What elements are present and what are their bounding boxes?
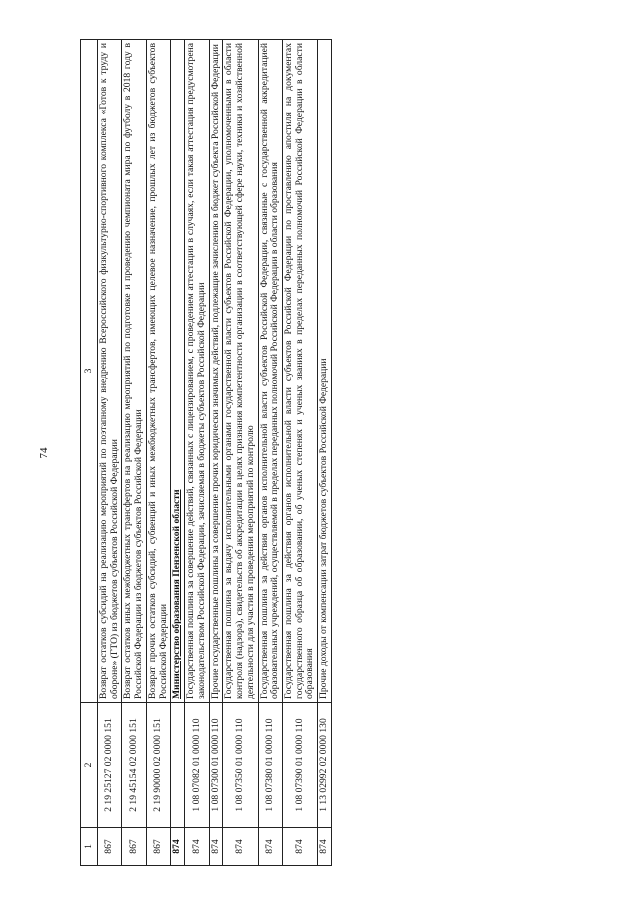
revenue-codes-table — [80, 39, 332, 866]
table-row — [223, 40, 258, 866]
revenue-name-cell: Возврат прочих остатков субсидий, субвенций и иных межбюджетных трансфертов, имеющих целевое назначение, прошлых лет из бюджетов субъектов Российской Федерации — [146, 40, 170, 703]
revenue-code-cell: 2 19 25127 02 0000 151 — [98, 703, 122, 828]
table-row — [98, 40, 122, 866]
revenue-name-cell: Государственная пошлина за выдачу исполнительными органами государственной власти субъектов Российской Федерации, уполномоченными в области контроля (надзора), свидетельств об аккредитации в целях признания компетентности организации в соответствующей сфере науки, техники и хозяйственной деятельности для участия в проведении мероприятий по контролю — [223, 40, 258, 703]
landscape-content — [80, 40, 548, 866]
admin-code-cell: 874 — [283, 828, 318, 866]
revenue-name-cell: Государственная пошлина за совершение действий, связанных с лицензированием, с проведением аттестации в случаях, если такая аттестация предусмотрена законодательством Российской Федерации, зачисляемая в бюджеты субъектов Российской Федерации — [185, 40, 209, 703]
admin-code-cell: 874 — [318, 828, 332, 866]
header-cell: 1 — [81, 828, 98, 866]
admin-code-cell: 874 — [223, 828, 258, 866]
revenue-code-cell — [171, 703, 185, 828]
table-row — [209, 40, 223, 866]
table-header-row — [81, 40, 98, 866]
revenue-code-cell: 1 08 07380 01 0000 110 — [258, 703, 282, 828]
table-row — [185, 40, 209, 866]
rotated-page — [80, 40, 548, 866]
table-row — [258, 40, 282, 866]
table-row — [146, 40, 170, 866]
revenue-code-cell: 1 08 07300 01 0000 110 — [209, 703, 223, 828]
header-cell: 3 — [81, 40, 98, 703]
revenue-code-cell: 1 08 07390 01 0000 110 — [283, 703, 318, 828]
admin-code-cell: 874 — [209, 828, 223, 866]
revenue-code-cell: 1 13 02992 02 0000 130 — [318, 703, 332, 828]
revenue-code-cell: 2 19 45154 02 0000 151 — [122, 703, 146, 828]
admin-code-cell: 867 — [98, 828, 122, 866]
revenue-name-cell: Прочие государственные пошлины за совершение прочих юридически значимых действий, подлежащие зачислению в бюджет субъекта Российской Федерации — [209, 40, 223, 703]
revenue-code-cell: 1 08 07082 01 0000 110 — [185, 703, 209, 828]
admin-code-cell: 874 — [258, 828, 282, 866]
revenue-name-cell: Государственная пошлина за действия органов исполнительной власти субъектов Российской Федерации, связанные с государственной аккредитацией образовательных учреждений, осуществляемой в пределах переданных полномочий Российской Федерации в области образования — [258, 40, 282, 703]
revenue-name-cell: Министерство образования Пензенской области — [171, 40, 185, 703]
revenue-code-cell: 2 19 90000 02 0000 151 — [146, 703, 170, 828]
revenue-name-cell: Государственная пошлина за действия органов исполнительной власти субъектов Российской Федерации по проставлению апостиля на документах государственного образца об образовании, об ученых степенях и ученых званиях в пределах переданных полномочий Российской Федерации в области образования — [283, 40, 318, 703]
admin-code-cell: 867 — [146, 828, 170, 866]
table-row — [122, 40, 146, 866]
admin-code-cell: 874 — [185, 828, 209, 866]
revenue-code-cell: 1 08 07350 01 0000 110 — [223, 703, 258, 828]
header-cell: 2 — [81, 703, 98, 828]
section-header-row — [171, 40, 185, 866]
revenue-name-cell: Возврат остатков иных межбюджетных трансфертов на реализацию мероприятий по подготовке и проведению чемпионата мира по футболу в 2018 году в Российской Федерации из бюджетов субъектов Российской Федерации — [122, 40, 146, 703]
admin-code-cell: 874 — [171, 828, 185, 866]
table-row — [283, 40, 318, 866]
revenue-name-cell: Возврат остатков субсидий на реализацию мероприятий по поэтапному внедрению Всероссийского физкультурно-спортивного комплекса «Готов к труду и обороне» (ГТО) из бюджетов субъектов Российской Федерации — [98, 40, 122, 703]
admin-code-cell: 867 — [122, 828, 146, 866]
revenue-name-cell: Прочие доходы от компенсации затрат бюджетов субъектов Российской Федерации — [318, 40, 332, 703]
table-row — [318, 40, 332, 866]
page-number: 74 — [38, 447, 50, 459]
